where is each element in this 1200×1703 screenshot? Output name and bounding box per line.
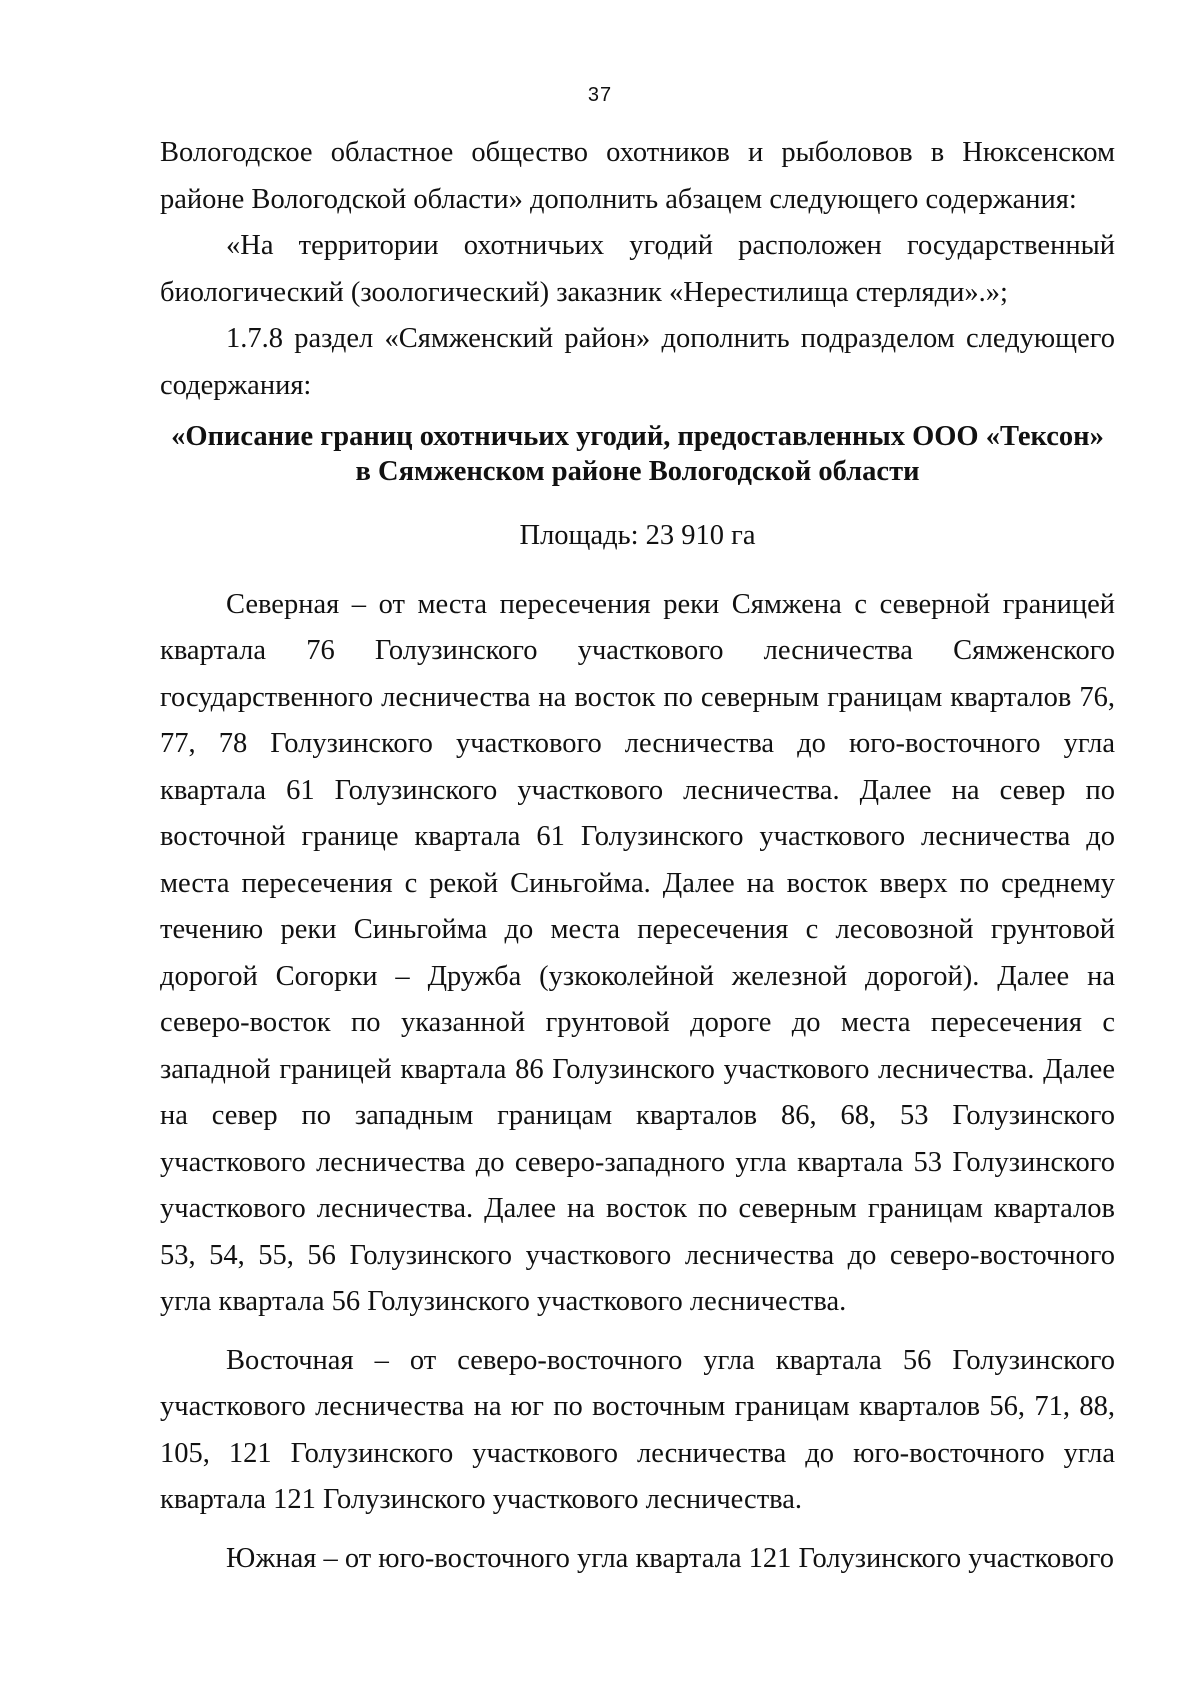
paragraph-north-boundary: Северная – от места пересечения реки Сямжена с северной границей квартала 76 Голузинского участкового лесничества Сямженского государственного лесничества на восток по северным границам кварталов 76, 77, 78 Голузинского участкового лесничества до юго-восточного угла квартала 61 Голузинского участкового лесничества. Далее на север по восточной границе квартала 61 Голузинского участкового лесничества до места пересечения с рекой Синьгойма. Далее на восток вверх по среднему течению реки Синьгойма до места пересечения с лесовозной грунтовой дорогой Согорки – Дружба (узкоколейной железной дорогой). Далее на северо-восток по указанной грунтовой дороге до места пересечения с западной границей квартала 86 Голузинского участкового лесничества. Далее на север по западным границам кварталов 86, 68, 53 Голузинского участкового лесничества до северо-западного угла квартала 53 Голузинского участкового лесничества. Далее на восток по северным границам кварталов 53, 54, 55, 56 Голузинского участкового лесничества до северо-восточного угла квартала 56 Голузинского участкового лесничества.: [160, 588, 1115, 1317]
section-heading-line-2: в Сямженском районе Вологодской области: [355, 456, 920, 487]
paragraph-south-boundary: Южная – от юго-восточного угла квартала 121 Голузинского участкового: [226, 1542, 1114, 1574]
section-heading: [160, 419, 1115, 489]
paragraph-east-boundary: Восточная – от северо-восточного угла квартала 56 Голузинского участкового лесничества на юг по восточным границам кварталов 56, 71, 88, 105, 121 Голузинского участкового лесничества до юго-восточного угла квартала 121 Голузинского участкового лесничества.: [160, 1344, 1115, 1515]
paragraph-continuation: Вологодское областное общество охотников и рыболовов в Нюксенском районе Вологодской области» дополнить абзацем следующего содержания:: [160, 137, 1115, 215]
page-number: 37: [587, 84, 613, 106]
section-heading-line-1: «Описание границ охотничьих угодий, предоставленных ООО «Тексон»: [171, 421, 1104, 452]
paragraph-quote: «На территории охотничьих угодий расположен государственный биологический (зоологический) заказник «Нерестилища стерляди».»;: [160, 230, 1115, 308]
paragraph-section-amendment: 1.7.8 раздел «Сямженский район» дополнить подразделом следующего содержания:: [160, 323, 1115, 401]
document-body: [160, 130, 1115, 1582]
area-value: Площадь: 23 910 га: [519, 520, 756, 551]
